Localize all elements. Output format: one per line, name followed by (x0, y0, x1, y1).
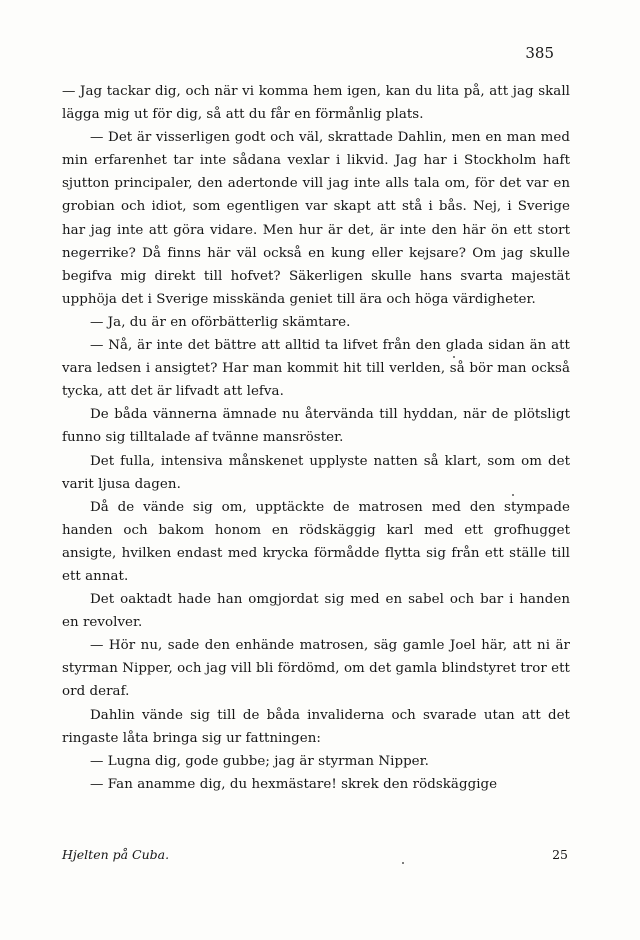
footer-title: Hjelten på Cuba. (62, 847, 170, 862)
paragraph: — Fan anamme dig, du hexmästare! skrek den rödskäggige (90, 776, 498, 792)
speck (453, 356, 455, 358)
paragraph: Det oaktadt hade han omgjordat sig med en sabel och bar i handen en revolver. (62, 592, 570, 631)
paragraph: Dahlin vände sig till de båda invaliderna och svarade utan att det ringaste låta bringa sig ur fattningen: (62, 707, 570, 746)
signature-mark: 25 (552, 847, 568, 862)
paragraph: — Lugna dig, gode gubbe; jag är styrman Nipper. (90, 753, 429, 769)
paragraph: — Det är visserligen godt och väl, skrattade Dahlin, men en man med min erfarenhet tar inte sådana vexlar i likvid. Jag har i Stockholm haft sjutton principaler, den adertonde vill jag inte alls tala om, för det var en grobian och idiot, som egentligen var skapt att stå i bås. Nej, i Sverige har jag inte att göra vidare. Men hur är det, är inte den här ön ett stort negerrike? Då finns här väl också en kung eller kejsare? Om jag skulle begifva mig direkt till hofvet? Säkerligen skulle hans svarta majestät upphöja det i Sverige misskända geniet till ära och höga värdigheter. (62, 130, 570, 307)
speck (402, 862, 404, 864)
paragraph: Då de vände sig om, upptäckte de matrosen med den stympade handen och bakom honom en rödskäggig karl med ett grofhugget ansigte, hvilken endast med krycka förmådde flytta sig från ett ställe till ett annat. (62, 499, 570, 584)
paragraph: — Nå, är inte det bättre att alltid ta lifvet från den glada sidan än att vara ledsen i ansigtet? Har man kommit hit till verlden, så bör man också tycka, att det är lifvadt att lefva. (62, 338, 570, 400)
paragraph: — Jag tackar dig, och när vi komma hem igen, kan du lita på, att jag skall lägga mig ut för dig, så att du får en förmånlig plats. (62, 84, 570, 123)
paragraph: Det fulla, intensiva månskenet upplyste natten så klart, som om det varit ljusa dagen. (62, 453, 570, 492)
paragraph: — Hör nu, sade den enhände matrosen, säg gamle Joel här, att ni är styrman Nipper, och jag vill bli fördömd, om det gamla blindstyret tror ett ord deraf. (62, 638, 570, 700)
speck (512, 494, 514, 496)
paragraph: De båda vännerna ämnade nu återvända till hyddan, när de plötsligt funno sig tilltalade af tvänne mansröster. (62, 407, 570, 446)
paragraph: — Ja, du är en oförbätterlig skämtare. (90, 314, 351, 330)
page-number: 385 (525, 44, 554, 62)
page-footer (62, 849, 570, 862)
body-text (62, 80, 570, 796)
